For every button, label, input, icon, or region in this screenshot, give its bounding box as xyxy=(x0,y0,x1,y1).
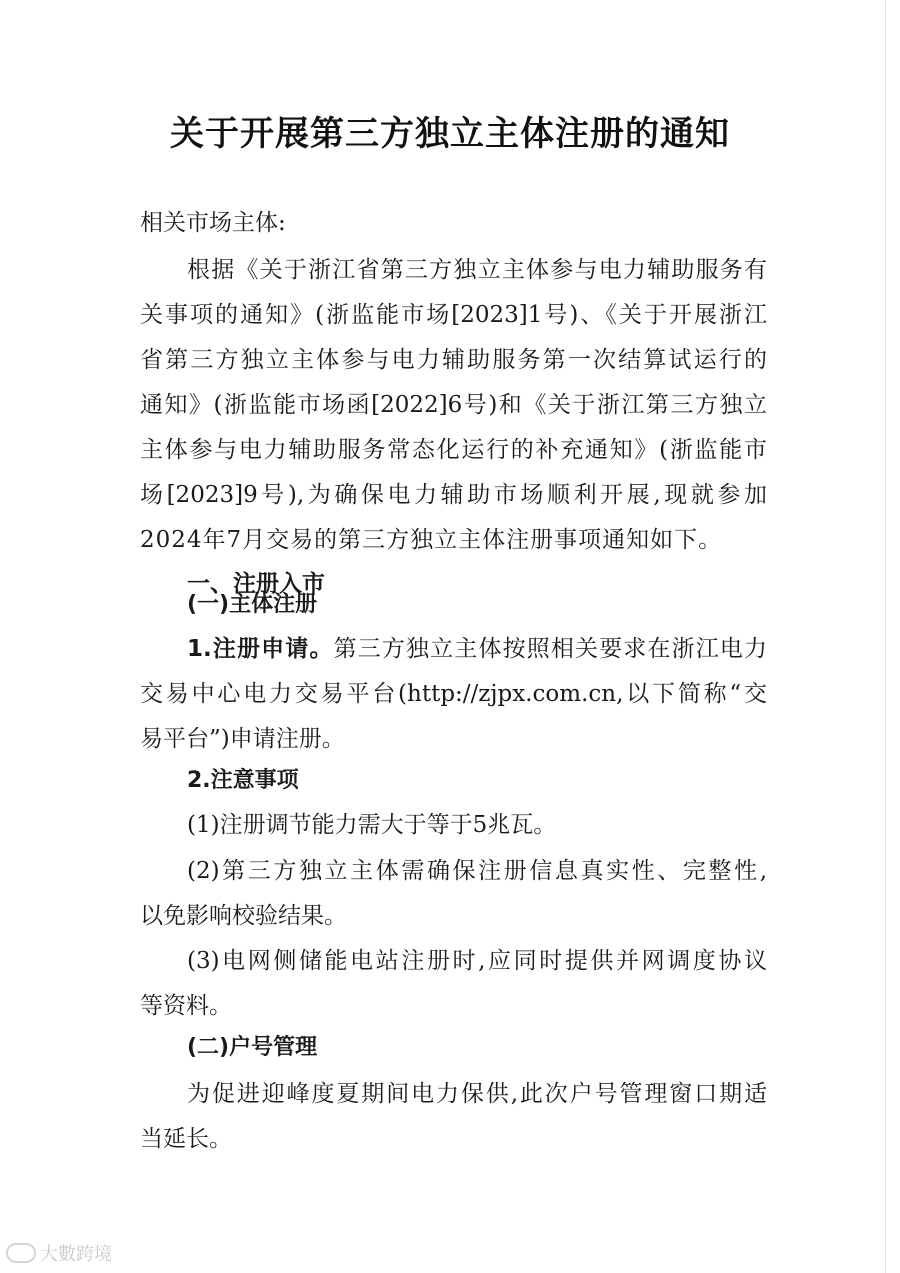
subsection-2-line-1: 为促进迎峰度夏期间电力保供,此次户号管理窗口期适 xyxy=(187,1081,767,1107)
intro-line-6: 场[2023]9号),为确保电力辅助市场顺利开展,现就参加 xyxy=(140,482,767,508)
page-edge-divider xyxy=(885,0,886,1273)
item-1-line-2: 交易中心电力交易平台(http://zjpx.com.cn,以下简称“交 xyxy=(140,681,767,707)
intro-line-3: 省第三方独立主体参与电力辅助服务第一次结算试运行的 xyxy=(140,347,767,373)
subsection-1-heading: (一)主体注册 xyxy=(187,592,318,617)
note-3-line-2: 等资料。 xyxy=(140,993,232,1019)
note-3-line-1: (3)电网侧储能电站注册时,应同时提供并网调度协议 xyxy=(187,948,767,974)
item-1-line-1-text: 第三方独立主体按照相关要求在浙江电力 xyxy=(333,636,767,662)
subsection-2-heading: (二)户号管理 xyxy=(187,1035,318,1060)
intro-line-4: 通知》(浙监能市场函[2022]6号)和《关于浙江第三方独立 xyxy=(140,392,767,418)
item-2-heading: 2.注意事项 xyxy=(187,768,299,793)
note-1: (1)注册调节能力需大于等于5兆瓦。 xyxy=(187,812,557,838)
intro-line-5: 主体参与电力辅助服务常态化运行的补充通知》(浙监能市 xyxy=(140,437,767,463)
section-1-heading: 一、注册入市 xyxy=(187,571,325,597)
intro-line-2: 关事项的通知》(浙监能市场[2023]1号)、《关于开展浙江 xyxy=(140,302,767,328)
salutation: 相关市场主体: xyxy=(140,210,286,236)
intro-line-1: 根据《关于浙江省第三方独立主体参与电力辅助服务有 xyxy=(187,257,767,283)
note-2-line-1: (2)第三方独立主体需确保注册信息真实性、完整性, xyxy=(187,858,767,884)
document-title: 关于开展第三方独立主体注册的通知 xyxy=(170,114,730,154)
brand-logo-icon xyxy=(6,1243,36,1263)
item-1-line-1 xyxy=(187,630,767,663)
watermark xyxy=(6,1240,112,1266)
item-1-line-3: 易平台”)申请注册。 xyxy=(140,726,345,752)
note-2-line-2: 以免影响校验结果。 xyxy=(140,903,347,929)
item-1-lead: 1.注册申请。 xyxy=(187,636,334,662)
intro-line-7: 2024年7月交易的第三方独立主体注册事项通知如下。 xyxy=(140,527,723,553)
subsection-2-line-2: 当延长。 xyxy=(140,1126,232,1152)
watermark-text: 大數跨境 xyxy=(40,1244,112,1265)
